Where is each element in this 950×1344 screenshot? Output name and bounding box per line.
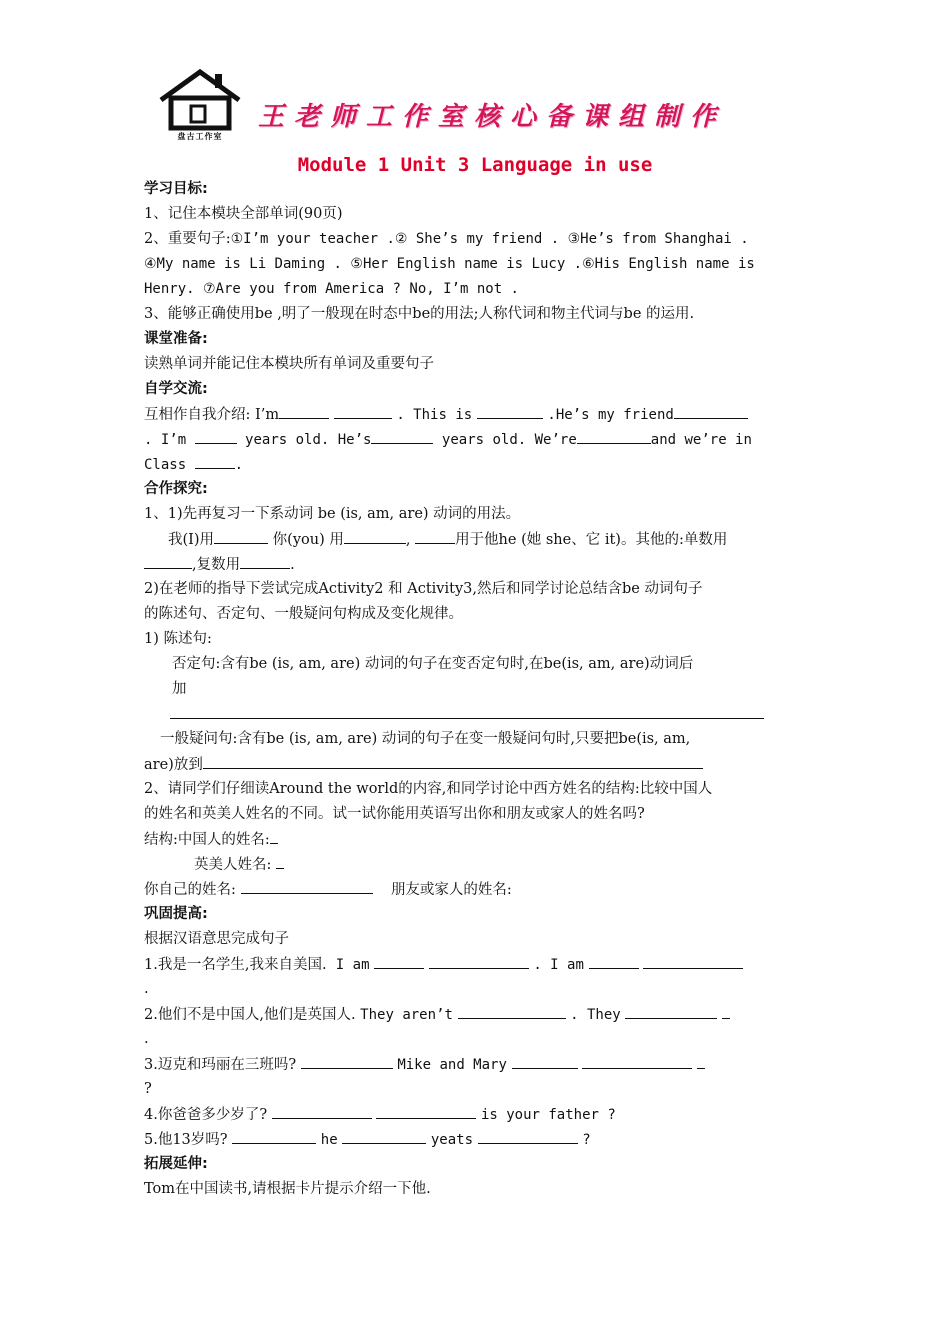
page-title: Module 1 Unit 3 Language in use	[297, 154, 653, 176]
coop-western-name: 英美人姓名:	[194, 852, 284, 877]
self-intro-line-1: 互相作自我介绍: I’m . This is .He’s my friend	[144, 402, 748, 427]
extend-text: Tom在中国读书,请根据卡片提示介绍一下他.	[144, 1181, 431, 1197]
section-coop-heading: 合作探究:	[144, 481, 208, 497]
section-consolidate-heading: 巩固提高:	[144, 906, 208, 922]
answer-line[interactable]	[170, 718, 764, 719]
question-2: 2.他们不是中国人,他们是英国人. They aren’t . They	[144, 1002, 730, 1027]
coop-statement: 1) 陈述句:	[144, 631, 212, 647]
coop-negative: 否定句:含有be (is, am, are) 动词的句子在变否定句时,在be(is, am, are)动词后	[172, 656, 694, 672]
consolidate-intro: 根据汉语意思完成句子	[144, 931, 289, 947]
logo-caption: 盘古工作室	[177, 132, 223, 141]
section-goals-heading: 学习目标:	[144, 181, 208, 197]
goal-3: 3、能够正确使用be ,明了一般现在时态中be的用法;人称代词和物主代词与be 的运用.	[144, 306, 695, 322]
self-intro-line-3: Class .	[144, 452, 243, 477]
section-prep-heading: 课堂准备:	[144, 331, 208, 347]
question-2-end: .	[144, 1031, 149, 1047]
coop-be-usage-cont: ,复数用 .	[144, 552, 295, 577]
question-1: 1.我是一名学生,我来自美国. I am . I am	[144, 952, 743, 977]
coop-chinese-name: 结构:中国人的姓名:	[144, 827, 278, 852]
self-intro-line-2: . I’m years old. He’s years old. We’re and we’re in	[144, 427, 752, 452]
prep-text: 读熟单词并能记住本模块所有单词及重要句子	[144, 356, 434, 372]
coop-names: 2、请同学们仔细读Around the world的内容,和同学讨论中西方姓名的结构:比较中国人	[144, 781, 713, 797]
question-4: 4.你爸爸多少岁了? is your father ?	[144, 1102, 616, 1127]
coop-2-cont: 的陈述句、否定句、一般疑问句构成及变化规律。	[144, 606, 463, 622]
coop-your-name: 你自己的姓名: 朋友或家人的姓名:	[144, 877, 512, 902]
question-5: 5.他13岁吗? he yeats ?	[144, 1127, 591, 1152]
question-3: 3.迈克和玛丽在三班吗? Mike and Mary	[144, 1052, 705, 1077]
coop-1: 1、1)先再复习一下系动词 be (is, am, are) 动词的用法。	[144, 506, 521, 522]
section-extend-heading: 拓展延伸:	[144, 1156, 208, 1172]
coop-question-cont: are)放到	[144, 752, 703, 777]
coop-names-cont: 的姓名和英美人姓名的不同。试一试你能用英语写出你和朋友或家人的姓名吗?	[144, 806, 645, 822]
coop-negative-cont: 加	[172, 681, 187, 697]
goal-2-cont: ④My name is Li Daming . ⑤Her English name is Lucy .⑥His English name is	[144, 256, 755, 272]
coop-2: 2)在老师的指导下尝试完成Activity2 和 Activity3,然后和同学讨论总结含be 动词句子	[144, 581, 703, 597]
section-self-heading: 自学交流:	[144, 381, 208, 397]
question-3-end: ?	[144, 1081, 152, 1097]
goal-2: 2、重要句子:①I’m your teacher .② She’s my friend . ③He’s from Shanghai .	[144, 231, 749, 247]
goal-2-end: Henry. ⑦Are you from America ? No, I’m not .	[144, 281, 519, 297]
banner-title: 王老师工作室核心备课组制作	[258, 102, 727, 132]
goal-1: 1、记住本模块全部单词(90页)	[144, 206, 343, 222]
question-1-end: .	[144, 981, 149, 997]
coop-question: 一般疑问句:含有be (is, am, are) 动词的句子在变一般疑问句时,只要把be(is, am,	[160, 731, 691, 747]
coop-be-usage: 我(I)用 你(you) 用 , 用于他he (她 she、它 it)。其他的:单数用	[168, 527, 727, 552]
